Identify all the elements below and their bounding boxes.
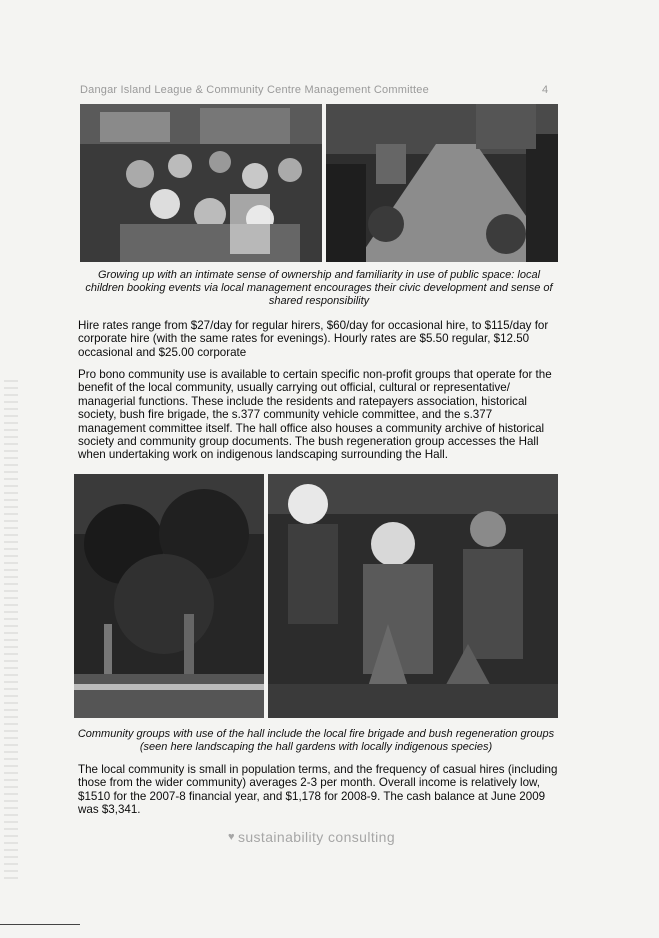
- page-header: Dangar Island League & Community Centre Management Committee: [80, 84, 429, 96]
- pro-bono-paragraph: Pro bono community use is available to certain specific non-profit groups that operate for the benefit of the local community, usually carrying out official, cultural or representative/ managerial functions. These include the residents and ratepayers association, historical society, bush fire brigade, the s.377 community vehicle committee, and the s.377 management committee itself. The hall office also houses a community archive of historical society and community group documents. The bush regeneration group accesses the Hall when undertaking work on indigenous landscaping surrounding the Hall.: [78, 368, 552, 462]
- bottom-rule: [0, 924, 80, 925]
- income-paragraph: The local community is small in population terms, and the frequency of casual hires (including those from the wider community) averages 2-3 per month. Overall income is relatively low, $1510 for the 2007-8 financial year, and $1,178 for 2008-9. The cash balance at June 2009 was $3,341.: [78, 763, 558, 817]
- footer-brand: [228, 829, 395, 845]
- figure1-caption-line-3: shared responsibility: [268, 295, 370, 307]
- figure2-caption-line-2: (seen here landscaping the hall gardens with locally indigenous species): [139, 741, 493, 753]
- hire-rates-paragraph: Hire rates range from $27/day for regular hirers, $60/day for occasional hire, to $115/day for corporate hire (with the same rates for evenings). Hourly rates are $5.50 regular, $12.50 occasional and $25.00 corporate: [78, 319, 549, 359]
- scan-margin-artifact: [4, 380, 18, 880]
- figure2-caption: [74, 728, 558, 754]
- hall-exterior-path-photo: [326, 104, 558, 262]
- footer-brand-text: sustainability consulting: [237, 829, 396, 845]
- children-group-photo: [80, 104, 322, 262]
- figure2-caption-line-1: Community groups with use of the hall include the local fire brigade and bush regeneration groups: [77, 728, 555, 740]
- brand-logo-icon: ♥: [228, 831, 235, 843]
- page-number: 4: [542, 84, 549, 96]
- figure1-caption: [80, 269, 558, 308]
- figure1-caption-line-2: children booking events via local management encourages their civic development and sense of: [85, 282, 553, 294]
- garden-trees-photo: [74, 474, 264, 718]
- figure1-caption-line-1: Growing up with an intimate sense of ownership and familiarity in use of public space: local: [97, 269, 541, 281]
- landscaping-volunteers-photo: [268, 474, 558, 718]
